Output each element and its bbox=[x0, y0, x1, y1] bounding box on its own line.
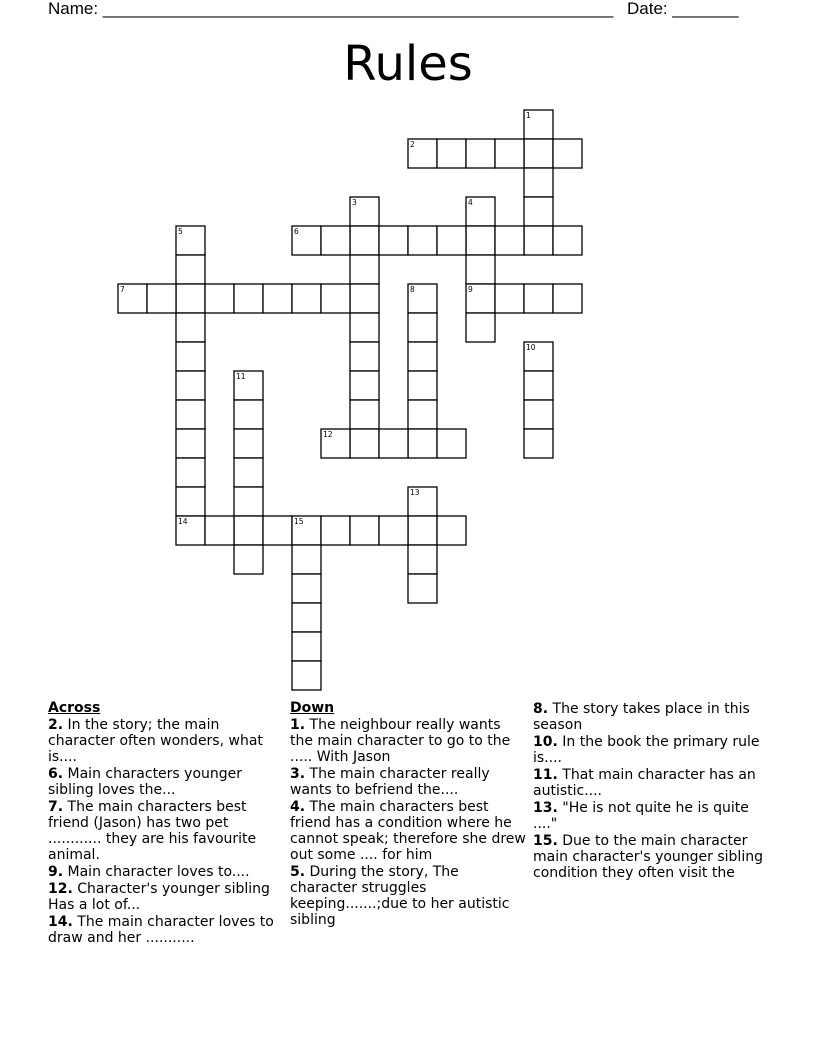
grid-cell bbox=[495, 226, 524, 255]
grid-cell bbox=[437, 226, 466, 255]
grid-cell bbox=[408, 545, 437, 574]
across-clues bbox=[48, 700, 284, 947]
grid-cell bbox=[234, 458, 263, 487]
clue-down-3 bbox=[290, 766, 526, 798]
grid-cell-number: 9 bbox=[468, 285, 473, 294]
grid-cell bbox=[176, 313, 205, 342]
grid-cell bbox=[350, 226, 379, 255]
grid-cell bbox=[553, 284, 582, 313]
grid-cell bbox=[466, 313, 495, 342]
clue-text: The story takes place in this season bbox=[533, 701, 750, 733]
clue-across-7 bbox=[48, 799, 284, 863]
grid-cell bbox=[234, 429, 263, 458]
grid-cell bbox=[176, 255, 205, 284]
clue-number: 2. bbox=[48, 717, 64, 733]
clue-number: 8. bbox=[533, 701, 549, 717]
clue-number: 11. bbox=[533, 767, 558, 783]
grid-cell bbox=[292, 632, 321, 661]
clue-across-2 bbox=[48, 717, 284, 765]
grid-cell-number: 4 bbox=[468, 198, 473, 207]
clue-number: 10. bbox=[533, 734, 558, 750]
clue-number: 13. bbox=[533, 800, 558, 816]
grid-cell-number: 12 bbox=[323, 430, 333, 439]
grid-cell-number: 8 bbox=[410, 285, 415, 294]
grid-cell-number: 10 bbox=[526, 343, 536, 352]
grid-cell bbox=[553, 139, 582, 168]
grid-cell bbox=[292, 661, 321, 690]
grid-cell-number: 3 bbox=[352, 198, 357, 207]
grid-cell bbox=[524, 400, 553, 429]
clue-down-1 bbox=[290, 717, 526, 765]
grid-cell bbox=[263, 516, 292, 545]
grid-cell bbox=[292, 574, 321, 603]
grid-cell bbox=[234, 400, 263, 429]
clue-down-8 bbox=[533, 701, 769, 733]
clue-number: 6. bbox=[48, 766, 64, 782]
clue-text: During the story, The character struggles keeping.......;due to her autistic sibling bbox=[290, 864, 510, 928]
grid-cell-number: 7 bbox=[120, 285, 125, 294]
grid-cell bbox=[495, 284, 524, 313]
grid-cell bbox=[553, 226, 582, 255]
clue-down-13 bbox=[533, 800, 769, 832]
grid-cell bbox=[524, 226, 553, 255]
grid-cell bbox=[350, 284, 379, 313]
grid-cell bbox=[176, 284, 205, 313]
grid-cell bbox=[466, 139, 495, 168]
down-heading: Down bbox=[290, 700, 335, 716]
clue-number: 9. bbox=[48, 864, 64, 880]
clue-number: 15. bbox=[533, 833, 558, 849]
grid-cell bbox=[176, 371, 205, 400]
grid-cell bbox=[292, 284, 321, 313]
clue-text: Character's younger sibling Has a lot of... bbox=[48, 881, 270, 913]
grid-cell bbox=[408, 313, 437, 342]
grid-cell bbox=[437, 139, 466, 168]
clue-text: The main character really wants to befriend the.... bbox=[290, 766, 490, 798]
grid-cell bbox=[234, 487, 263, 516]
name-line: Name: ______________________________________________________ bbox=[48, 0, 614, 18]
grid-cell bbox=[350, 255, 379, 284]
down-clues-continued bbox=[533, 701, 769, 882]
clue-text: The main character loves to draw and her ........... bbox=[48, 914, 274, 946]
grid-cell bbox=[176, 458, 205, 487]
grid-cell bbox=[350, 516, 379, 545]
grid-cell bbox=[321, 284, 350, 313]
grid-cell bbox=[408, 516, 437, 545]
grid-cell bbox=[408, 371, 437, 400]
clue-number: 4. bbox=[290, 799, 306, 815]
clue-text: The main characters best friend (Jason) has two pet ............ they are his favourite animal. bbox=[48, 799, 257, 863]
grid-cell bbox=[234, 284, 263, 313]
grid-cell bbox=[292, 545, 321, 574]
clue-text: The main characters best friend has a condition where he cannot speak; therefore she drew out some .... for him bbox=[290, 799, 526, 863]
grid-cell bbox=[437, 516, 466, 545]
grid-cell-number: 15 bbox=[294, 517, 304, 526]
grid-cell bbox=[176, 400, 205, 429]
grid-cell bbox=[437, 429, 466, 458]
grid-cell bbox=[205, 516, 234, 545]
grid-cell bbox=[350, 371, 379, 400]
grid-cell bbox=[524, 429, 553, 458]
clue-text: "He is not quite he is quite ...." bbox=[533, 800, 749, 832]
grid-cell bbox=[176, 429, 205, 458]
clue-text: Main character loves to.... bbox=[67, 864, 250, 880]
grid-cell bbox=[408, 400, 437, 429]
clue-text: In the book the primary rule is.... bbox=[533, 734, 760, 766]
grid-cell bbox=[524, 139, 553, 168]
grid-cell bbox=[495, 139, 524, 168]
clue-number: 7. bbox=[48, 799, 64, 815]
grid-cell bbox=[205, 284, 234, 313]
grid-cell bbox=[234, 516, 263, 545]
grid-cell bbox=[263, 284, 292, 313]
down-clues bbox=[290, 700, 526, 929]
clue-across-14 bbox=[48, 914, 284, 946]
grid-cell-number: 13 bbox=[410, 488, 420, 497]
clue-number: 14. bbox=[48, 914, 73, 930]
grid-cell-number: 11 bbox=[236, 372, 246, 381]
grid-cell bbox=[408, 429, 437, 458]
clue-across-6 bbox=[48, 766, 284, 798]
grid-cell bbox=[466, 255, 495, 284]
grid-cell bbox=[292, 603, 321, 632]
grid-cell-number: 6 bbox=[294, 227, 299, 236]
date-line: Date: _______ bbox=[627, 0, 739, 18]
puzzle-title: Rules bbox=[343, 36, 473, 92]
grid-cell bbox=[350, 342, 379, 371]
grid-cell bbox=[466, 226, 495, 255]
grid-cell bbox=[234, 545, 263, 574]
clue-number: 12. bbox=[48, 881, 73, 897]
clue-text: Main characters younger sibling loves the... bbox=[48, 766, 243, 798]
clue-number: 1. bbox=[290, 717, 306, 733]
clue-across-12 bbox=[48, 881, 284, 913]
grid-cell bbox=[524, 284, 553, 313]
clue-number: 5. bbox=[290, 864, 306, 880]
grid-cell bbox=[350, 313, 379, 342]
grid-cell bbox=[524, 371, 553, 400]
clue-text: That main character has an autistic.... bbox=[533, 767, 756, 799]
grid-cell bbox=[176, 342, 205, 371]
clue-number: 3. bbox=[290, 766, 306, 782]
grid-cell bbox=[350, 400, 379, 429]
grid-cell bbox=[321, 516, 350, 545]
clue-across-9 bbox=[48, 864, 284, 880]
grid-cell-number: 14 bbox=[178, 517, 188, 526]
clue-text: In the story; the main character often wonders, what is.... bbox=[48, 717, 263, 765]
clue-down-5 bbox=[290, 864, 526, 928]
grid-cell-number: 2 bbox=[410, 140, 415, 149]
clue-down-15 bbox=[533, 833, 769, 881]
clue-text: Due to the main character main character's younger sibling condition they often visit the bbox=[533, 833, 763, 881]
grid-cell bbox=[379, 429, 408, 458]
grid-cell bbox=[408, 574, 437, 603]
grid-cell bbox=[147, 284, 176, 313]
across-heading: Across bbox=[48, 700, 101, 716]
grid-cell bbox=[350, 429, 379, 458]
grid-cell-number: 5 bbox=[178, 227, 183, 236]
grid-cell bbox=[524, 168, 553, 197]
clue-down-4 bbox=[290, 799, 526, 863]
grid-cell bbox=[408, 342, 437, 371]
grid-cell bbox=[321, 226, 350, 255]
grid-cell bbox=[379, 226, 408, 255]
grid-cell-number: 1 bbox=[526, 111, 531, 120]
clue-text: The neighbour really wants the main character to go to the ..... With Jason bbox=[290, 717, 511, 765]
grid-cell bbox=[408, 226, 437, 255]
grid-cell bbox=[524, 197, 553, 226]
clue-down-11 bbox=[533, 767, 769, 799]
grid-cell bbox=[379, 516, 408, 545]
grid-cell bbox=[176, 487, 205, 516]
clue-down-10 bbox=[533, 734, 769, 766]
